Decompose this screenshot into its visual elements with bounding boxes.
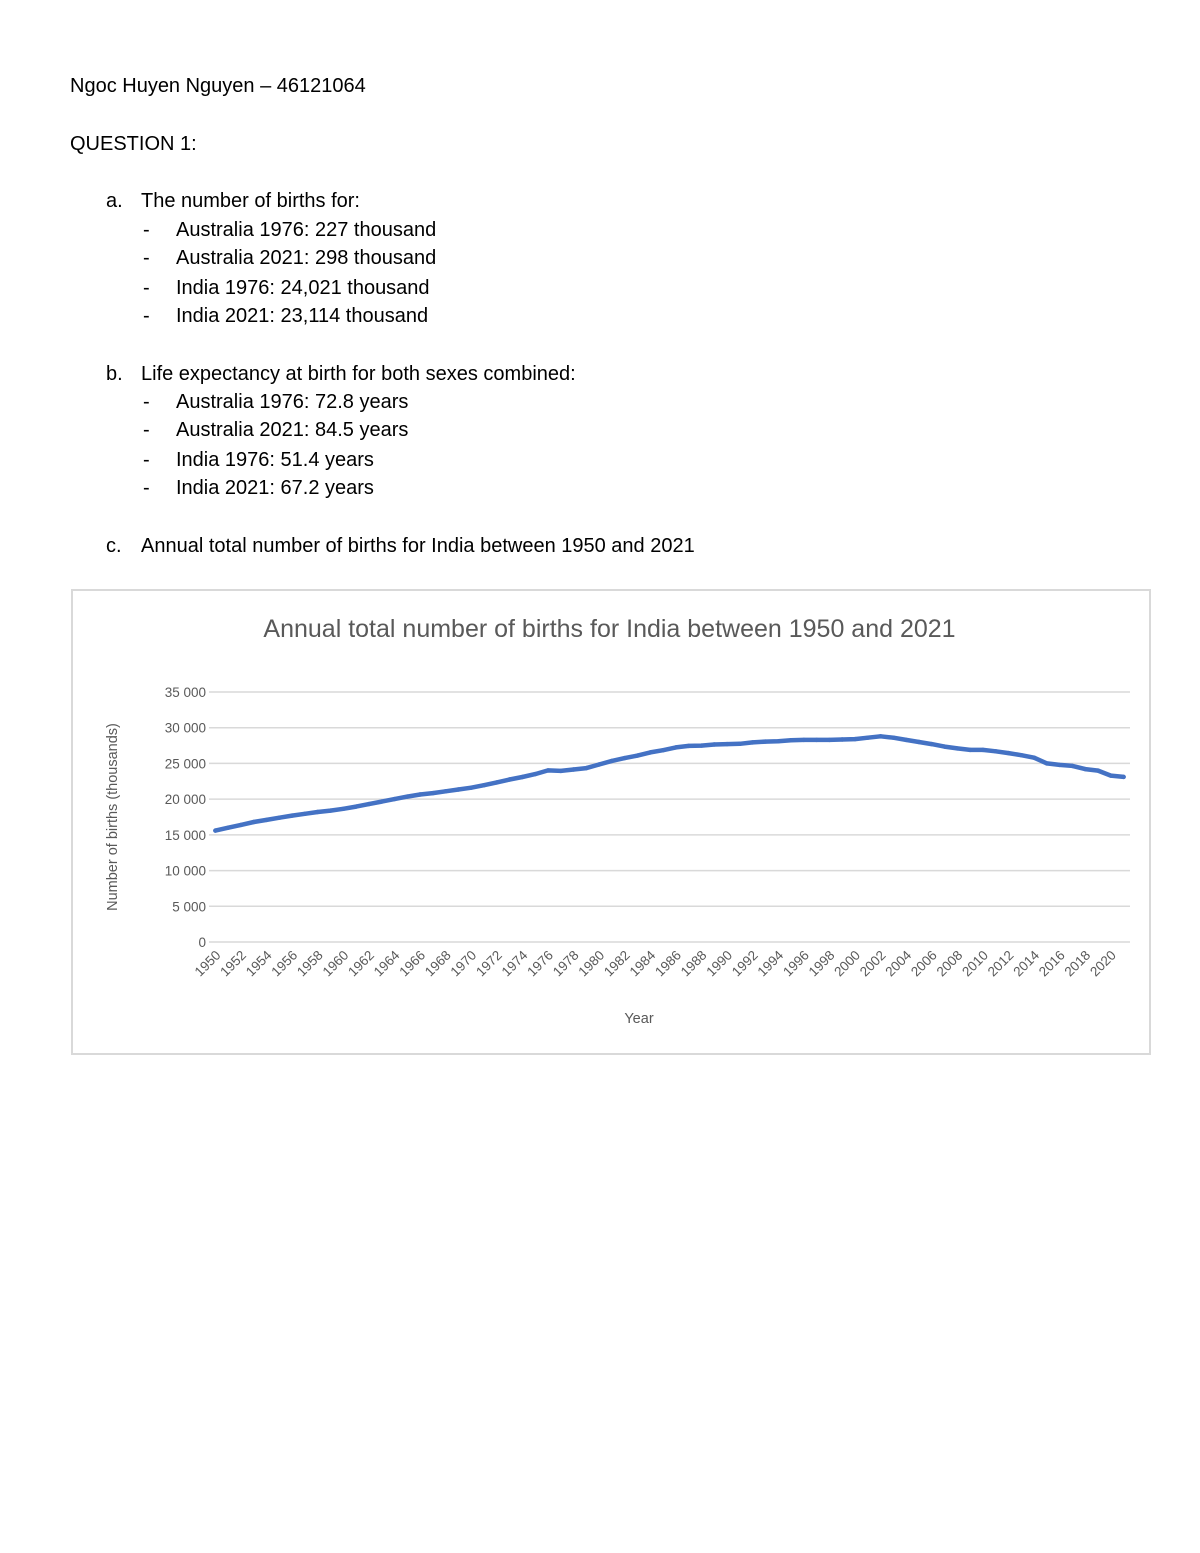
- data-point: [661, 748, 665, 752]
- data-point: [277, 816, 281, 820]
- x-tick-label: 1960: [319, 947, 352, 980]
- bullet-dash: -: [143, 391, 150, 413]
- data-point: [520, 775, 524, 779]
- data-point: [328, 808, 332, 812]
- x-tick-label: 1982: [600, 947, 633, 980]
- x-tick-label: 1964: [370, 947, 403, 980]
- data-point: [1070, 764, 1074, 768]
- y-tick-label: 10 000: [164, 863, 206, 879]
- part-a-heading: The number of births for:: [141, 190, 360, 212]
- list-item: Australia 2021: 84.5 years: [176, 419, 409, 441]
- part-c-heading: Annual total number of births for India between 1950 and 2021: [141, 535, 695, 557]
- data-point: [533, 772, 537, 776]
- x-tick-label: 2012: [984, 947, 1017, 980]
- data-point: [405, 794, 409, 798]
- x-tick-label: 1976: [524, 947, 557, 980]
- data-point: [559, 769, 563, 773]
- data-point: [802, 738, 806, 742]
- data-point: [674, 745, 678, 749]
- data-point: [904, 738, 908, 742]
- x-tick-label: 2016: [1035, 947, 1068, 980]
- data-point: [495, 780, 499, 784]
- chart-frame: [71, 589, 1151, 1055]
- data-point: [456, 787, 460, 791]
- data-point: [213, 828, 217, 832]
- author-line: Ngoc Huyen Nguyen – 46121064: [70, 75, 366, 97]
- y-tick-label: 25 000: [164, 756, 206, 772]
- list-item: India 2021: 23,114 thousand: [176, 305, 429, 327]
- data-point: [623, 756, 627, 760]
- data-point: [380, 799, 384, 803]
- data-point: [648, 750, 652, 754]
- data-point: [584, 766, 588, 770]
- list-item: India 1976: 24,021 thousand: [176, 277, 430, 299]
- x-tick-label: 1962: [345, 947, 378, 980]
- data-point: [942, 744, 946, 748]
- part-a-marker: a.: [106, 190, 123, 212]
- x-tick-label: 2004: [882, 947, 915, 980]
- bullet-dash: -: [143, 219, 150, 241]
- line-chart: [73, 591, 1153, 1057]
- data-point: [546, 768, 550, 772]
- x-axis-title: Year: [624, 1011, 654, 1027]
- bullet-dash: -: [143, 277, 150, 299]
- data-point: [981, 748, 985, 752]
- data-point: [597, 762, 601, 766]
- data-point: [226, 826, 230, 830]
- x-tick-label: 1954: [242, 947, 275, 980]
- data-point: [878, 734, 882, 738]
- data-point: [712, 742, 716, 746]
- x-tick-label: 1972: [473, 947, 505, 980]
- data-point: [1096, 768, 1100, 772]
- data-point: [482, 783, 486, 787]
- x-tick-label: 1958: [293, 947, 326, 980]
- list-item: Australia 2021: 298 thousand: [176, 247, 437, 269]
- x-tick-label: 2000: [831, 947, 864, 980]
- y-tick-label: 35 000: [164, 685, 206, 700]
- data-point: [392, 797, 396, 801]
- x-tick-label: 1956: [268, 947, 301, 980]
- data-point: [418, 792, 422, 796]
- data-point: [303, 812, 307, 816]
- x-tick-label: 1994: [754, 947, 787, 980]
- data-point: [763, 739, 767, 743]
- data-point: [469, 786, 473, 790]
- data-point: [955, 746, 959, 750]
- data-point: [610, 759, 614, 763]
- data-point: [1121, 775, 1125, 779]
- data-point: [750, 740, 754, 744]
- x-tick-label: 1992: [728, 947, 761, 980]
- list-item: India 2021: 67.2 years: [176, 477, 374, 499]
- x-tick-label: 2020: [1087, 947, 1119, 980]
- data-point: [316, 810, 320, 814]
- question-title: QUESTION 1:: [70, 133, 197, 155]
- data-point: [1006, 751, 1010, 755]
- data-point: [443, 789, 447, 793]
- data-point: [354, 804, 358, 808]
- series-line: [215, 736, 1123, 830]
- y-tick-label: 15 000: [164, 827, 206, 843]
- data-point: [738, 742, 742, 746]
- data-point: [930, 742, 934, 746]
- x-tick-label: 1952: [217, 947, 250, 980]
- data-point: [1019, 753, 1023, 757]
- x-tick-label: 2006: [907, 947, 940, 980]
- data-point: [687, 744, 691, 748]
- x-tick-label: 1984: [626, 947, 659, 980]
- data-point: [252, 820, 256, 824]
- x-tick-label: 2014: [1010, 947, 1043, 980]
- bullet-dash: -: [143, 305, 150, 327]
- data-point: [814, 738, 818, 742]
- x-tick-label: 1980: [575, 947, 608, 980]
- data-point: [431, 791, 435, 795]
- data-point: [789, 738, 793, 742]
- data-point: [891, 736, 895, 740]
- chart-title: Annual total number of births for India between 1950 and 2021: [263, 615, 956, 643]
- data-point: [725, 742, 729, 746]
- data-point: [776, 739, 780, 743]
- data-point: [635, 753, 639, 757]
- data-point: [827, 738, 831, 742]
- y-axis-title: Number of births (thousands): [105, 723, 121, 911]
- data-point: [239, 823, 243, 827]
- data-point: [968, 748, 972, 752]
- data-point: [1083, 767, 1087, 771]
- x-tick-label: 1998: [805, 947, 838, 980]
- part-b-marker: b.: [106, 363, 123, 385]
- y-tick-label: 20 000: [164, 792, 206, 808]
- x-tick-label: 1996: [780, 947, 812, 980]
- data-point: [853, 737, 857, 741]
- x-tick-label: 2018: [1061, 947, 1094, 980]
- data-point: [994, 749, 998, 753]
- data-point: [866, 736, 870, 740]
- x-tick-label: 1970: [447, 947, 480, 980]
- bullet-dash: -: [143, 449, 150, 471]
- data-point: [1057, 763, 1061, 767]
- data-point: [917, 740, 921, 744]
- bullet-dash: -: [143, 419, 150, 441]
- data-point: [1109, 773, 1113, 777]
- x-tick-label: 2010: [959, 947, 992, 980]
- x-tick-label: 1950: [191, 947, 224, 980]
- part-c-marker: c.: [106, 535, 122, 557]
- data-point: [507, 777, 511, 781]
- data-point: [341, 807, 345, 811]
- y-tick-label: 5 000: [172, 899, 206, 915]
- x-tick-label: 1988: [677, 947, 710, 980]
- x-tick-label: 1990: [703, 947, 736, 980]
- x-tick-label: 1974: [498, 947, 531, 980]
- data-point: [840, 737, 844, 741]
- x-tick-label: 1966: [396, 947, 429, 980]
- y-tick-label: 0: [198, 935, 206, 950]
- data-point: [264, 818, 268, 822]
- x-tick-label: 1978: [549, 947, 582, 980]
- x-tick-label: 2008: [933, 947, 966, 980]
- bullet-dash: -: [143, 247, 150, 269]
- y-tick-label: 30 000: [164, 720, 206, 736]
- list-item: India 1976: 51.4 years: [176, 449, 374, 471]
- data-point: [699, 743, 703, 747]
- data-point: [571, 767, 575, 771]
- list-item: Australia 1976: 72.8 years: [176, 391, 409, 413]
- part-b-heading: Life expectancy at birth for both sexes combined:: [141, 363, 576, 385]
- list-item: Australia 1976: 227 thousand: [176, 219, 437, 241]
- data-point: [1045, 761, 1049, 765]
- bullet-dash: -: [143, 477, 150, 499]
- data-point: [1032, 756, 1036, 760]
- x-tick-label: 1986: [652, 947, 685, 980]
- x-tick-label: 1968: [421, 947, 454, 980]
- data-point: [290, 813, 294, 817]
- x-tick-label: 2002: [856, 947, 889, 980]
- data-point: [367, 802, 371, 806]
